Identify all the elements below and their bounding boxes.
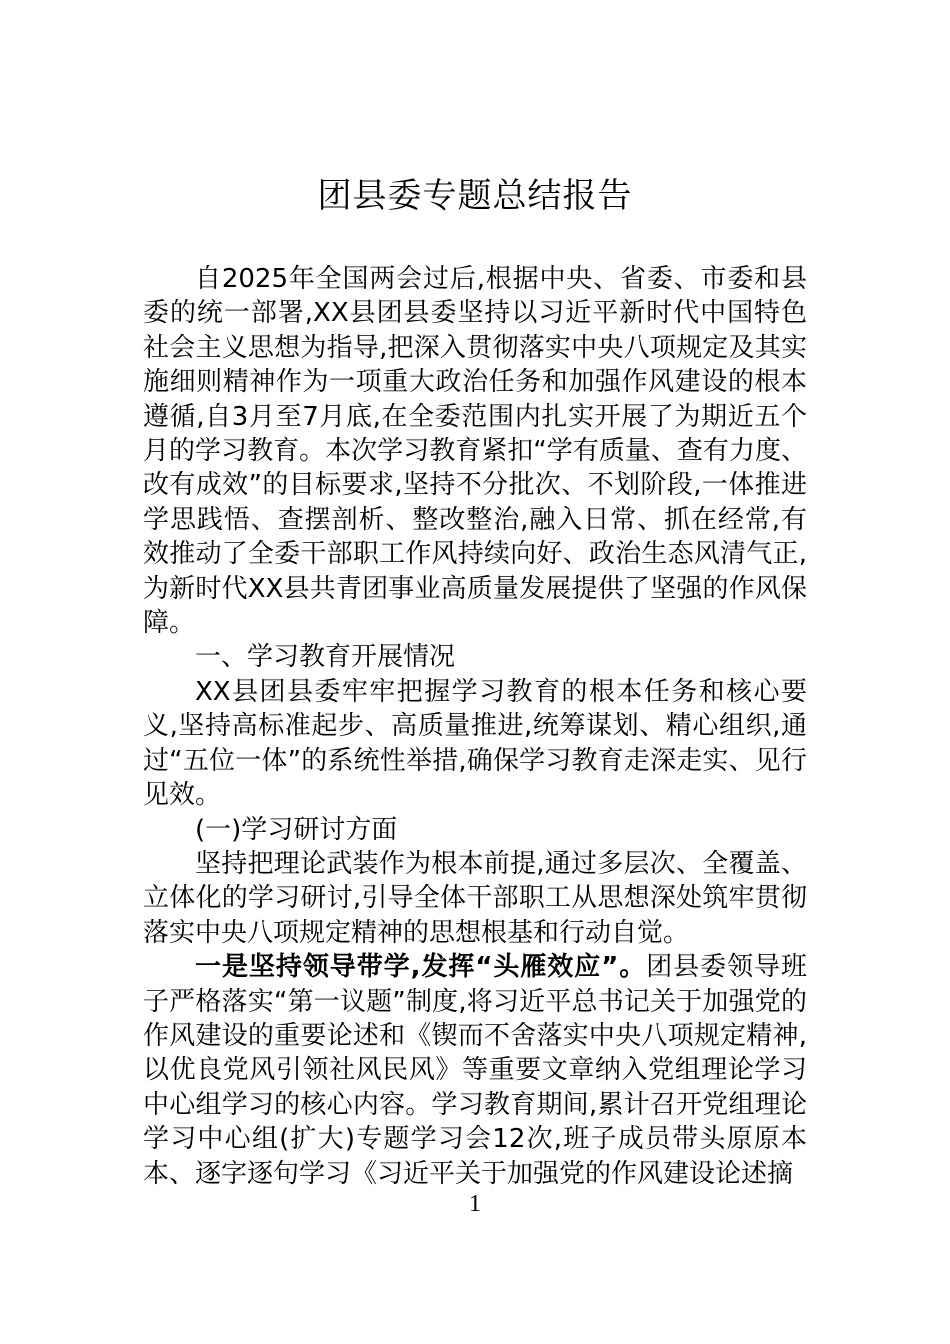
point-1-lead: 一是坚持领导带学,发挥“头雁效应”。 <box>195 952 647 983</box>
document-body <box>143 262 807 1191</box>
paragraph-subsection-1: 坚持把理论武装作为根本前提,通过多层次、全覆盖、立体化的学习研讨,引导全体干部职工从思想深处筑牢贯彻落实中央八项规定精神的思想根基和行动自觉。 <box>143 848 807 948</box>
paragraph-section-1: XX县团县委牢牢把握学习教育的根本任务和核心要义,坚持高标准起步、高质量推进,统筹谋划、精心组织,通过“五位一体”的系统性举措,确保学习教育走深走实、见行见效。 <box>143 676 807 811</box>
section-heading-1: 一、学习教育开展情况 <box>195 642 456 673</box>
subsection-heading-1: (一)学习研讨方面 <box>195 814 398 845</box>
paragraph-intro: 自2025年全国两会过后,根据中央、省委、市委和县委的统一部署,XX县团县委坚持以习近平新时代中国特色社会主义思想为指导,把深入贯彻落实中央八项规定及其实施细则精神作为一项重大政治任务和加强作风建设的根本遵循,自3月至7月底,在全委范围内扎实开展了为期近五个月的学习教育。本次学习教育紧扣“学有质量、查有力度、改有成效”的目标要求,坚持不分批次、不划阶段,一体推进学思践悟、查摆剖析、整改整治,融入日常、抓在经常,有效推动了全委干部职工作风持续向好、政治生态风清气正,为新时代XX县共青团事业高质量发展提供了坚强的作风保障。 <box>143 264 807 639</box>
document-title: 团县委专题总结报告 <box>317 176 633 216</box>
paragraph-point-1 <box>143 950 807 1191</box>
point-1-text: 团县委领导班子严格落实“第一议题”制度,将习近平总书记关于加强党的作风建设的重要论述和《锲而不舍落实中央八项规定精神,以优良党风引领社风民风》等重要文章纳入党组理论学习中心组学习的核心内容。学习教育期间,累计召开党组理论学习中心组(扩大)专题学习会12次,班子成员带头原原本本、逐字逐句学习《习近平关于加强党的作风建设论述摘 <box>143 952 807 1189</box>
page-number: 1 <box>469 1191 481 1217</box>
